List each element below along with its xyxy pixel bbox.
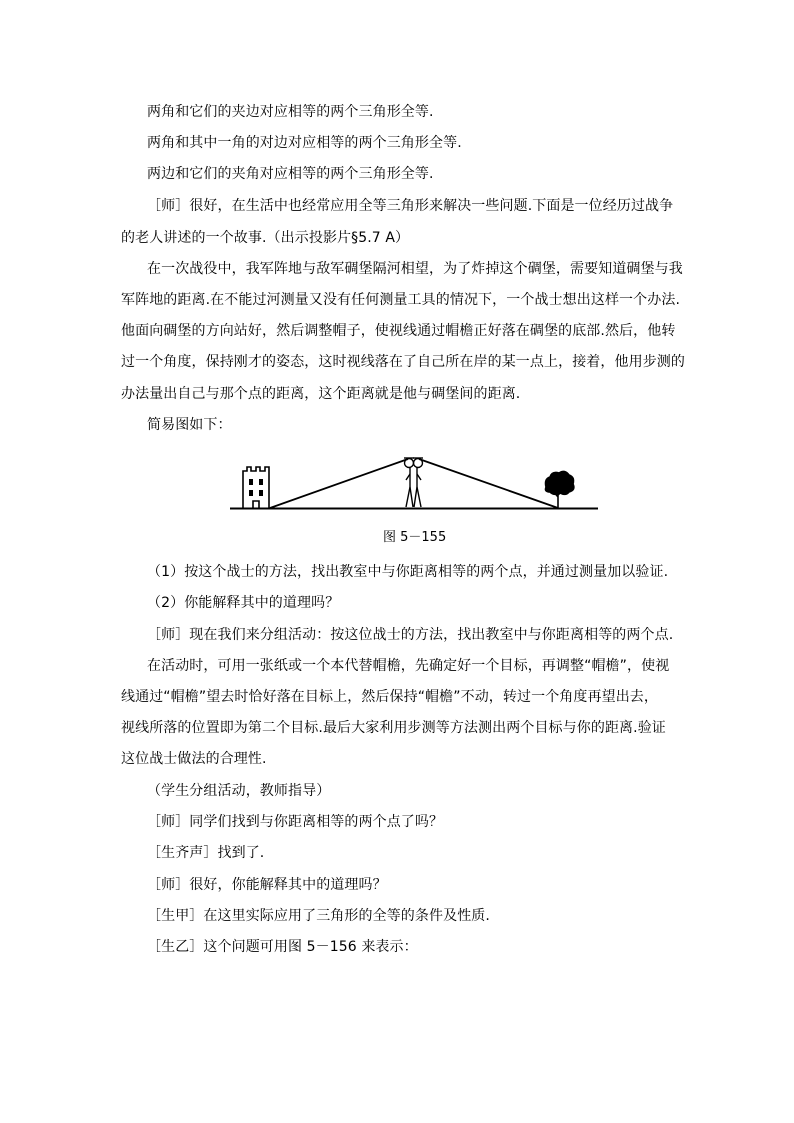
text-line: ［生乙］这个问题可用图 5－156 来表示：: [147, 939, 418, 955]
text-line: 视线所落的位置即为第二个目标.最后大家利用步测等方法测出两个目标与你的距离.验证: [121, 720, 666, 736]
sight-line-to-fortress: [270, 459, 408, 508]
text-line: 办法量出自己与那个点的距离，这个距离就是他与碉堡间的距离.: [121, 386, 521, 402]
text-line: ［师］同学们找到与你距离相等的两个点了吗？: [147, 814, 444, 830]
text-line: 的老人讲述的一个故事.（出示投影片§5.7 A）: [121, 230, 410, 246]
text-line: ［师］很好，在生活中也经常应用全等三角形来解决一些问题.下面是一位经历过战争: [147, 198, 674, 214]
text-line: ［生甲］在这里实际应用了三角形的全等的条件及性质.: [147, 908, 490, 924]
text-line: ［生齐声］找到了.: [147, 845, 265, 861]
question-item: （1）按这个战士的方法，找出教室中与你距离相等的两个点，并通过测量加以验证.: [147, 564, 669, 580]
text-line: 简易图如下：: [147, 417, 232, 433]
text-line: 他面向碉堡的方向站好，然后调整帽子，使视线通过帽檐正好落在碉堡的底部.然后，他转: [121, 323, 676, 339]
figure-5-155: [228, 447, 600, 513]
text-line: 在一次战役中，我军阵地与敌军碉堡隔河相望，为了炸掉这个碉堡，需要知道碉堡与我: [147, 261, 683, 277]
text-line: 两角和其中一角的对边对应相等的两个三角形全等.: [147, 135, 462, 151]
text-line: 线通过“帽檐”望去时恰好落在目标上，然后保持“帽檐”不动，转过一个角度再望出去，: [121, 689, 659, 705]
text-line: ［师］现在我们来分组活动：按这位战士的方法，找出教室中与你距离相等的两个点.: [147, 627, 674, 643]
text-line: 这位战士做法的合理性.: [121, 751, 267, 767]
figure-caption: 图 5－155: [383, 530, 447, 545]
question-item: （2）你能解释其中的道理吗？: [147, 595, 340, 611]
fortress-icon: [243, 467, 269, 508]
text-line: （学生分组活动，教师指导）: [147, 783, 331, 799]
text-line: ［师］很好，你能解释其中的道理吗？: [147, 877, 387, 893]
tree-icon: [546, 471, 574, 508]
text-line: 两角和它们的夹边对应相等的两个三角形全等.: [147, 104, 434, 120]
soldier-figure: [404, 458, 423, 507]
text-line: 过一个角度，保持刚才的姿态，这时视线落在了自己所在岸的某一点上，接着，他用步测的: [121, 354, 685, 370]
text-line: 军阵地的距离.在不能过河测量又没有任何测量工具的情况下，一个战士想出这样一个办法.: [121, 292, 680, 308]
text-line: 两边和它们的夹角对应相等的两个三角形全等.: [147, 166, 434, 182]
sight-line-to-tree: [419, 459, 558, 508]
text-line: 在活动时，可用一张纸或一个本代替帽檐，先确定好一个目标，再调整“帽檐”，使视: [147, 658, 670, 674]
